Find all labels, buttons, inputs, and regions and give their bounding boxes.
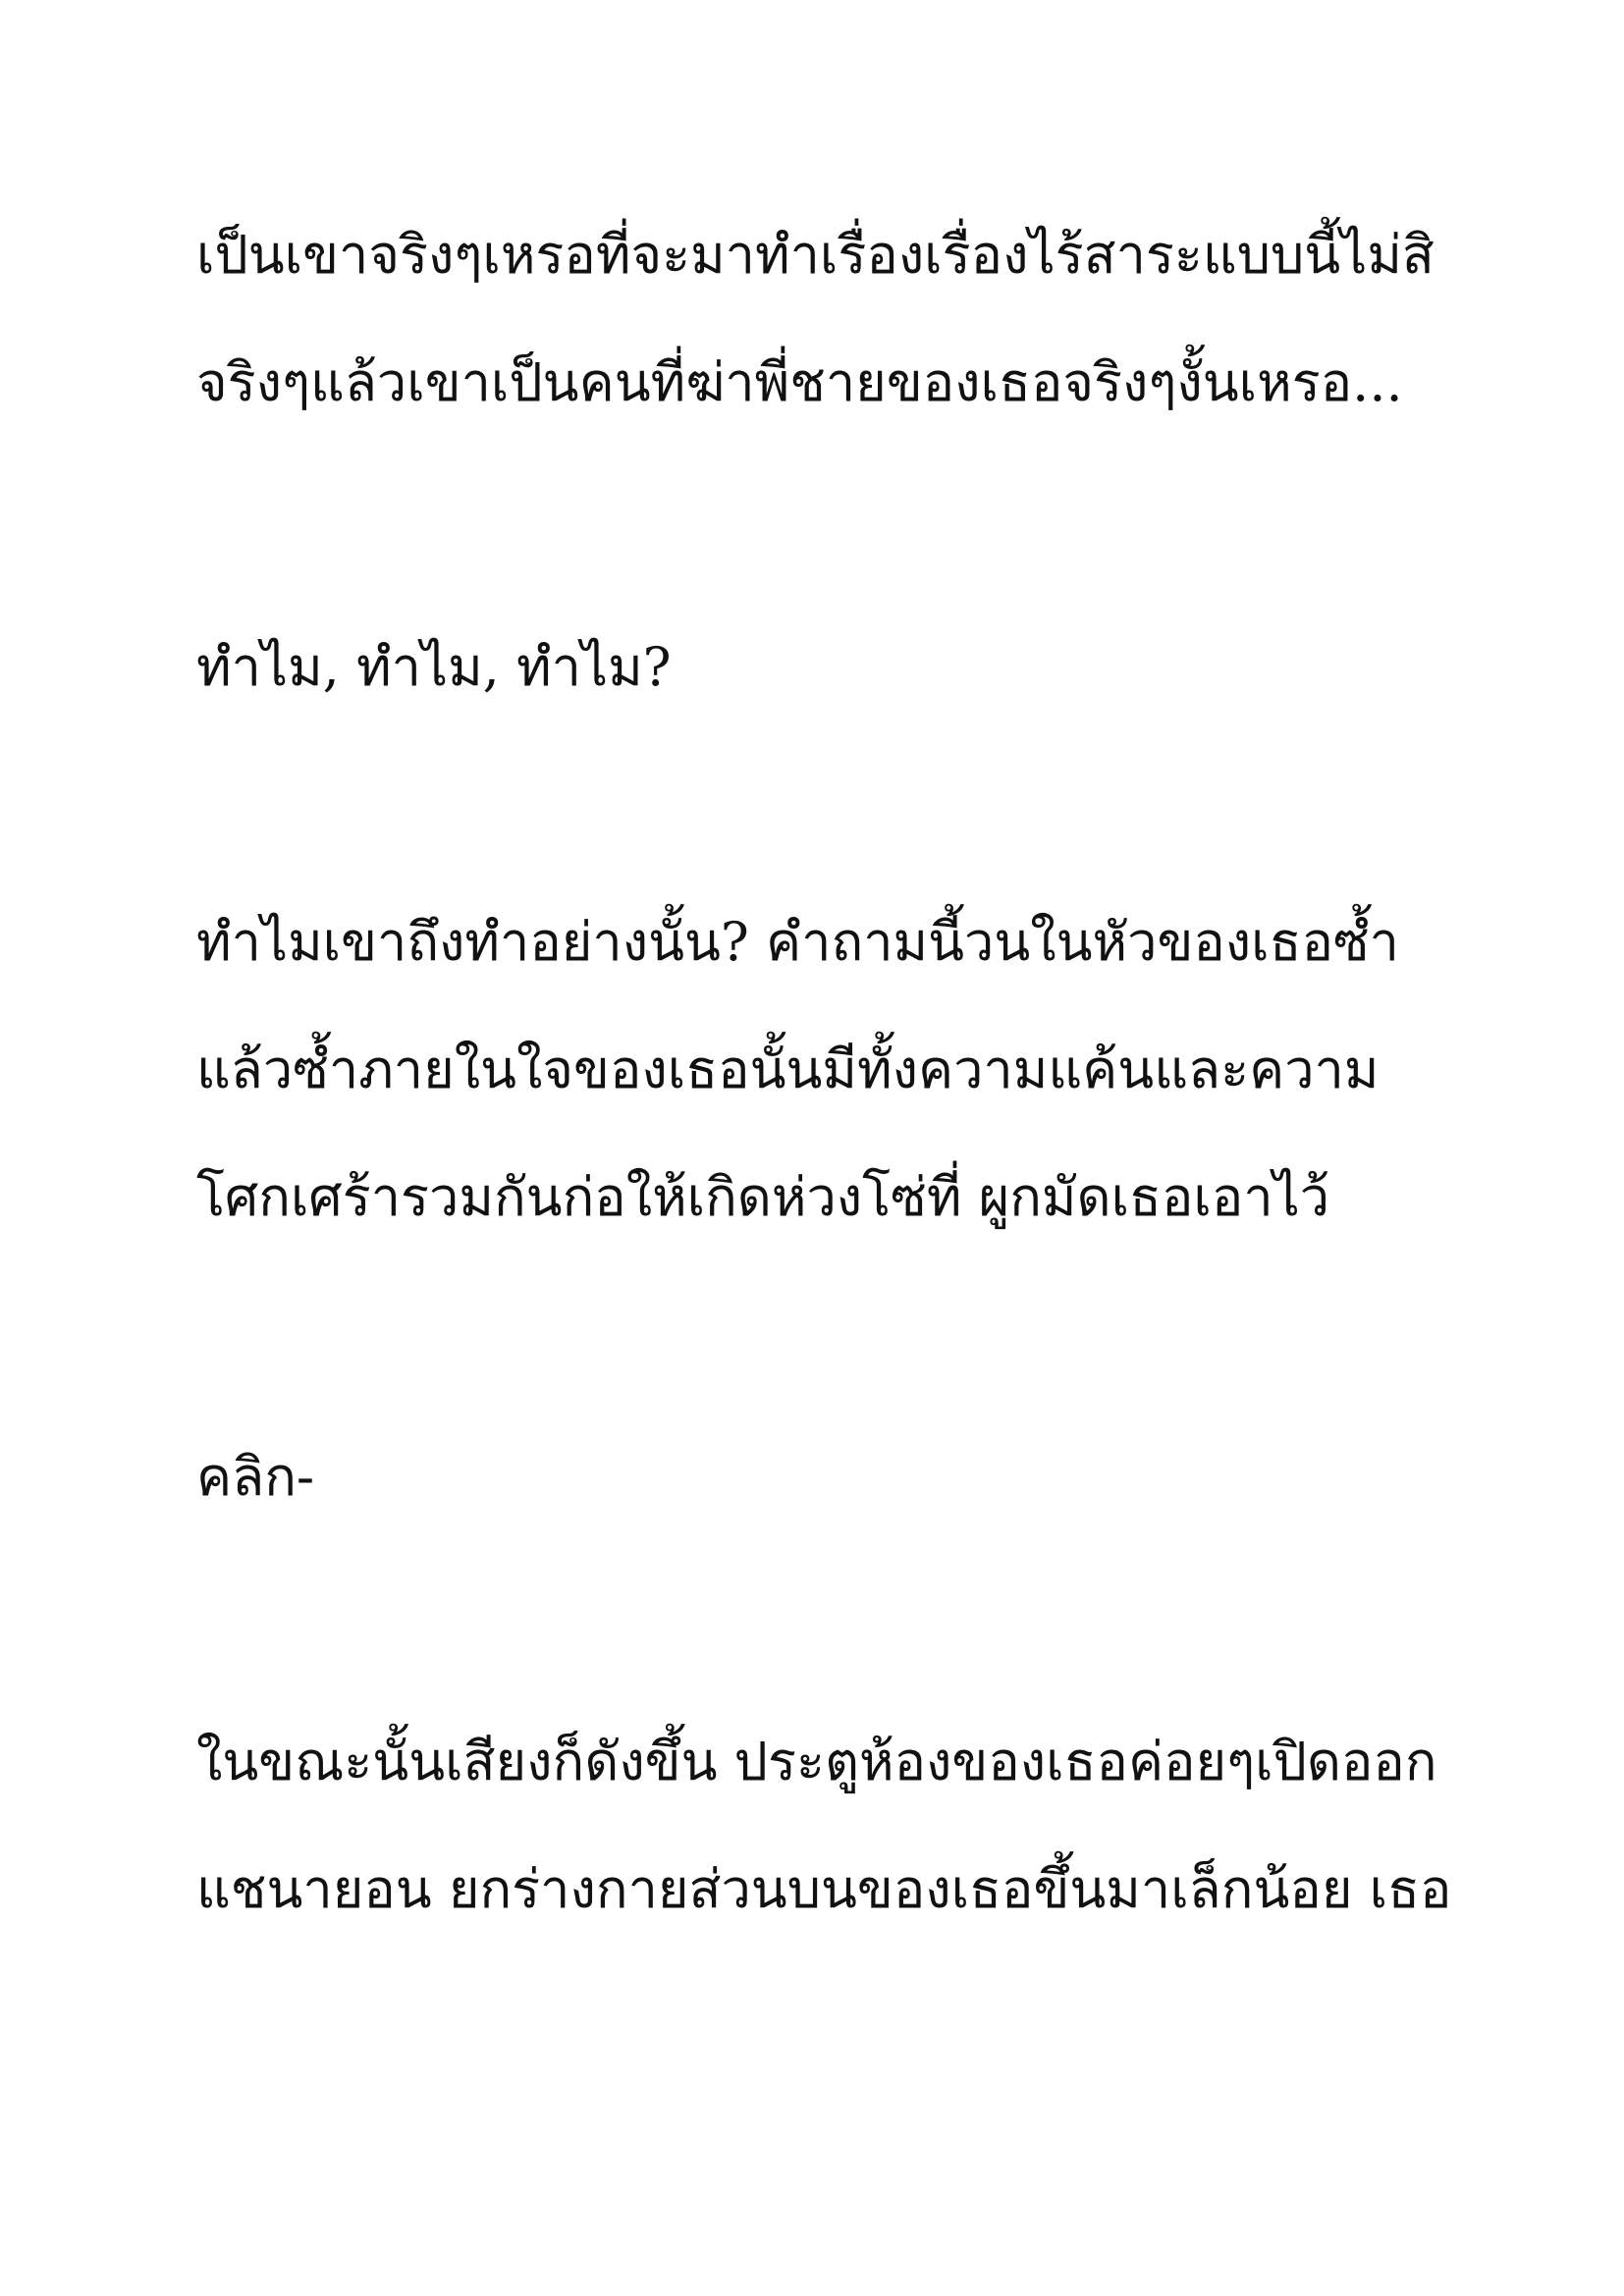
text-line: เป็นเขาจริงๆเหรอที่จะมาทำเรื่องเรื่องไร้สาระแบบนี้ไม่สิ <box>196 224 1435 286</box>
text-line: คลิก- <box>196 1446 315 1508</box>
text-line: ในขณะนั้นเสียงก็ดังขึ้น ประตูห้องของเธอค่อยๆเปิดออก <box>196 1731 1437 1792</box>
text-line: โศกเศร้ารวมกันก่อให้เกิดห่วงโซ่ที่ ผูกมัดเธอเอาไว้ <box>196 1166 1330 1228</box>
text-line: จริงๆแล้วเขาเป็นคนที่ฆ่าพี่ชายของเธอจริงๆงั้นเหรอ... <box>196 351 1403 413</box>
text-line: ทำไม, ทำไม, ทำไม? <box>196 636 672 698</box>
text-line: แล้วซ้ำภายในใจของเธอนั้นมีทั้งความแค้นและความ <box>196 1039 1380 1100</box>
text-line: แชนายอน ยกร่างกายส่วนบนของเธอขึ้นมาเล็กน้อย เธอ <box>196 1858 1452 1920</box>
text-line: ทำไมเขาถึงทำอย่างนั้น? คำถามนี้วนในหัวของเธอซ้ำ <box>196 911 1399 973</box>
